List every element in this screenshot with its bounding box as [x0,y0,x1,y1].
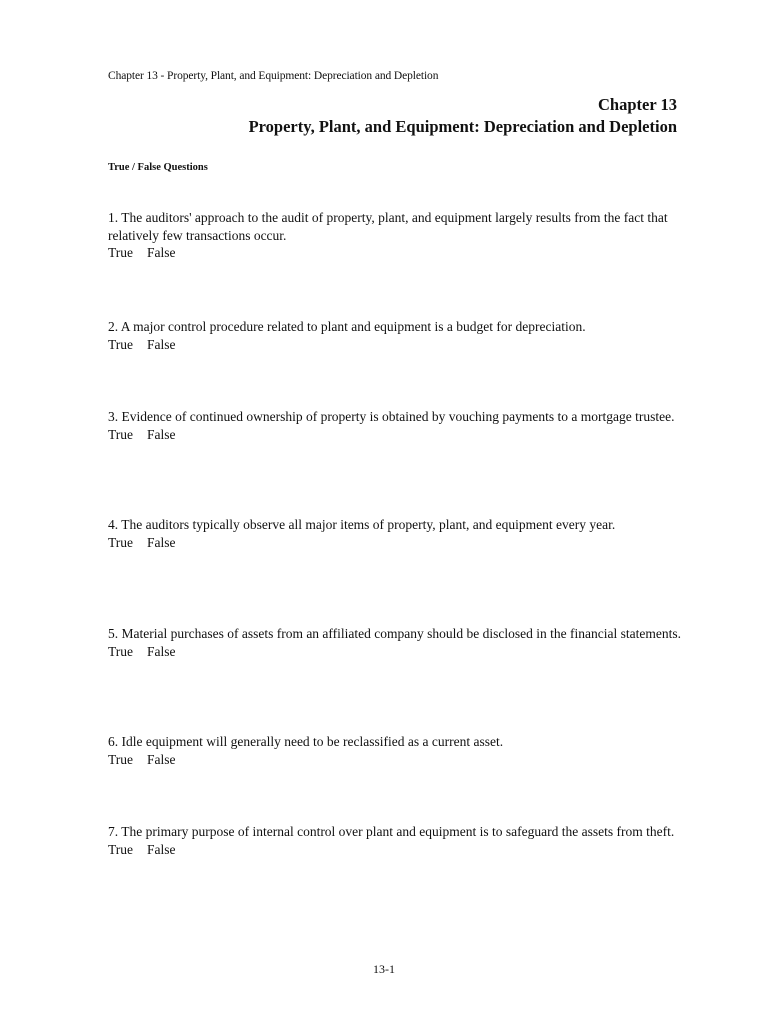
question-1 [108,209,682,262]
option-false: False [147,841,176,857]
answer-options [108,841,682,859]
option-true: True [108,426,134,442]
page-number: 13-1 [373,962,395,976]
answer-options [108,751,682,769]
question-text: 1. The auditors' approach to the audit of property, plant, and equipment largely results from the fact that relatively few transactions occur. [108,210,668,243]
question-text: 5. Material purchases of assets from an affiliated company should be disclosed in the financial statements. [108,626,681,641]
question-5 [108,625,682,660]
answer-options [108,426,682,444]
question-3 [108,408,682,443]
question-7 [108,823,682,858]
option-true: True [108,751,134,767]
option-false: False [147,534,176,550]
chapter-number: Chapter 13 [598,95,677,114]
answer-options [108,336,682,354]
option-true: True [108,534,134,550]
question-text: 6. Idle equipment will generally need to be reclassified as a current asset. [108,734,504,749]
question-text: 2. A major control procedure related to plant and equipment is a budget for depreciation. [108,319,586,334]
question-text: 4. The auditors typically observe all major items of property, plant, and equipment every year. [108,517,616,532]
question-2 [108,318,682,353]
option-false: False [147,751,176,767]
section-label: True / False Questions [108,162,208,173]
option-false: False [147,643,176,659]
answer-options [108,643,682,661]
question-6 [108,733,682,768]
option-true: True [108,643,134,659]
question-4 [108,516,682,551]
option-true: True [108,245,134,260]
answer-options [108,244,682,262]
option-false: False [147,245,176,260]
question-text: 3. Evidence of continued ownership of property is obtained by vouching payments to a mortgage trustee. [108,409,675,424]
running-header: Chapter 13 - Property, Plant, and Equipment: Depreciation and Depletion [108,70,439,82]
chapter-subtitle: Property, Plant, and Equipment: Depreciation and Depletion [248,117,677,136]
option-false: False [147,336,176,352]
answer-options [108,534,682,552]
question-text: 7. The primary purpose of internal control over plant and equipment is to safeguard the assets from theft. [108,824,675,839]
option-false: False [147,426,176,442]
option-true: True [108,336,134,352]
chapter-title-block [249,94,677,138]
option-true: True [108,841,134,857]
